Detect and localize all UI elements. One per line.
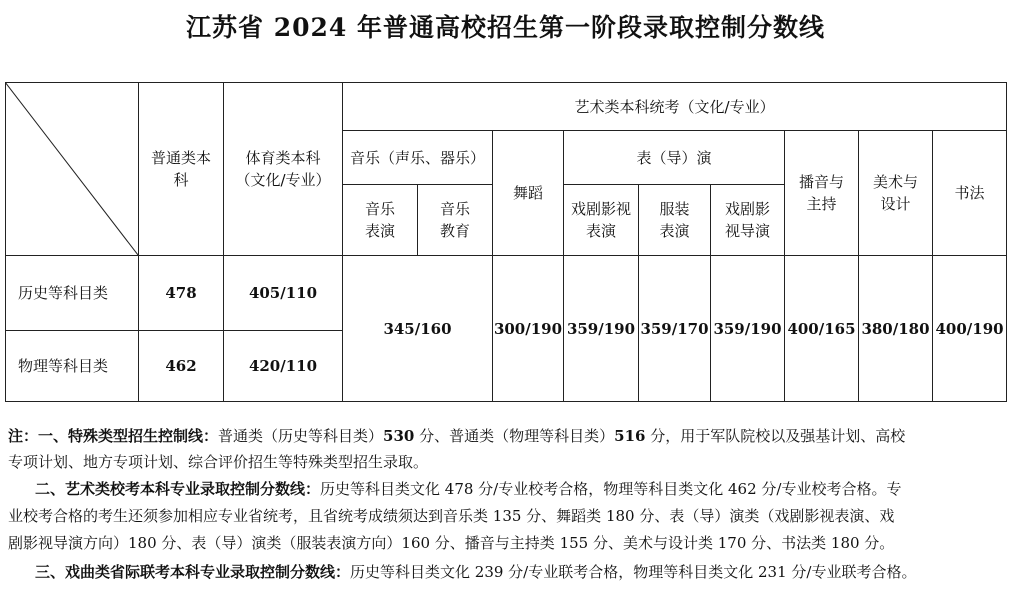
score-music: 345/160 (343, 256, 493, 402)
score-physics-sports: 420/110 (224, 331, 343, 402)
header-fineart: 美术与设计 (859, 131, 933, 256)
note-line-5: 剧影视导演方向）180 分、表（导）演类（服装表演方向）160 分、播音与主持类 155 分、美术与设计类 170 分、书法类 180 分。 (8, 534, 895, 552)
header-arts: 艺术类本科统考（文化/专业） (343, 83, 1007, 131)
score-physics-general: 462 (139, 331, 224, 402)
score-history-general: 478 (139, 256, 224, 331)
header-broadcast: 播音与主持 (785, 131, 859, 256)
score-costume: 359/170 (639, 256, 711, 402)
score-drama-film: 359/190 (564, 256, 639, 402)
score-fineart: 380/180 (859, 256, 933, 402)
note-line-4: 业校考合格的考生还须参加相应专业省统考，且省统考成绩须达到音乐类 135 分、舞蹈类 180 分、表（导）演类（戏剧影视表演、戏 (8, 507, 895, 525)
header-costume: 服装表演 (639, 185, 711, 256)
score-table (5, 82, 1007, 402)
page-title: 江苏省 2024 年普通高校招生第一阶段录取控制分数线 (186, 13, 825, 42)
header-music-perf: 音乐表演 (343, 185, 418, 256)
score-calligraphy: 400/190 (933, 256, 1007, 402)
note-line-1: 注：一、特殊类型招生控制线：普通类（历史等科目类）530 分、普通类（物理等科目类）516 分，用于军队院校以及强基计划、高校 (8, 427, 906, 445)
score-dance: 300/190 (493, 256, 564, 402)
row-history-label: 历史等科目类 (6, 256, 139, 331)
header-music-edu: 音乐教育 (418, 185, 493, 256)
note-line-3: 二、艺术类校考本科专业录取控制分数线：历史等科目类文化 478 分/专业校考合格，物理等科目类文化 462 分/专业校考合格。专 (35, 480, 902, 498)
score-history-sports: 405/110 (224, 256, 343, 331)
header-music: 音乐（声乐、器乐） (343, 131, 493, 185)
row-physics-label: 物理等科目类 (6, 331, 139, 402)
header-general: 普通类本科 (139, 83, 224, 256)
note-line-6: 三、戏曲类省际联考本科专业录取控制分数线：历史等科目类文化 239 分/专业联考合格，物理等科目类文化 231 分/专业联考合格。 (35, 563, 917, 581)
corner-cell (6, 83, 139, 256)
note-line-2: 专项计划、地方专项计划、综合评价招生等特殊类型招生录取。 (8, 453, 429, 471)
header-calligraphy: 书法 (933, 131, 1007, 256)
score-broadcast: 400/165 (785, 256, 859, 402)
header-drama-film: 戏剧影视表演 (564, 185, 639, 256)
score-directing: 359/190 (711, 256, 785, 402)
header-sports: 体育类本科（文化/专业） (224, 83, 343, 256)
header-dance: 舞蹈 (493, 131, 564, 256)
header-acting: 表（导）演 (564, 131, 785, 185)
header-directing: 戏剧影视导演 (711, 185, 785, 256)
